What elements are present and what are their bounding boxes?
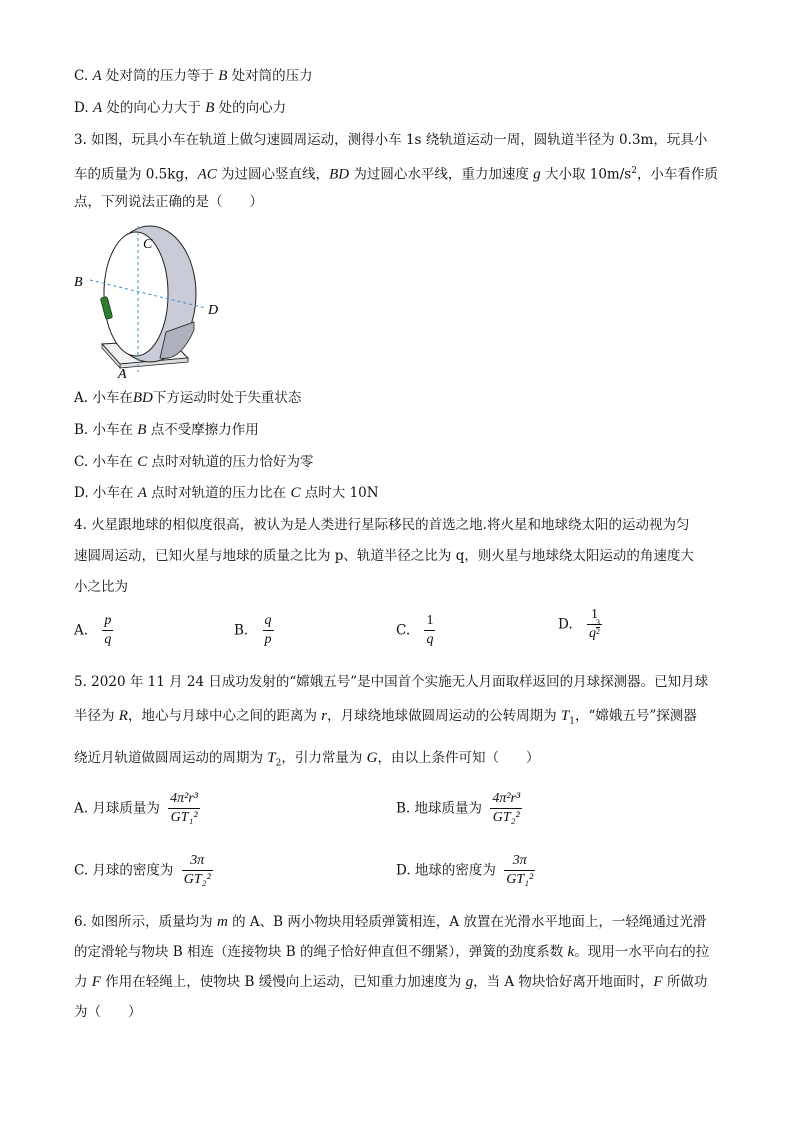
q5-option-c: C. 月球的密度为 $\frac{3\pi}{\text{GT₂²}}$ [74,853,211,887]
q3-stem-line2: 车的质量为 0.5kg，AC 为过圆心竖直线，BD 为过圆心水平线，重力加速度 g 大小取 $10m/s^2$，小车看作质 [74,166,718,183]
q3-option-a: A. 小车在BD下方运动时处于失重状态 [74,390,302,406]
q5-stem-line2: 半径为 R，地心与月球中心之间的距离为 r，月球绕地球做圆周运动的公转周期为 $T_1$，“嫦娥五号”探测器 [74,708,697,727]
prev-option-c: C. A 处对筒的压力等于 B 处对筒的压力 [74,68,313,84]
q3-stem-line3: 点，下列说法正确的是（ ） [74,194,263,210]
label-d: D [208,303,219,318]
q6-stem-line1: 6. 如图所示，质量均为 m 的 A、B 两小物块用轻质弹簧相连，A 放置在光滑水平地面上，一轻绳通过光滑 [74,914,707,930]
q4-option-d: D. 1 q $\frac{3}{2}$ [558,607,600,641]
q5-stem-line3: 绕近月轨道做圆周运动的周期为 $T_2$，引力常量为 G，由以上条件可知（ ） [74,750,540,769]
q3-option-c: C. 小车在 C 点时对轨道的压力恰好为零 [74,454,314,470]
q4-option-b: B. $\frac{q}{p}$ [234,613,272,647]
q3-stem-line1: 3. 如图，玩具小车在轨道上做匀速圆周运动，测得小车 1s 绕轨道运动一周，圆轨道半径为 0.3m，玩具小 [74,132,708,148]
label-b: B [74,275,83,290]
q5-option-b: B. 地球质量为 $\frac{\text{4π²r³}}{\text{GT₂²}}$ [396,791,521,825]
label-a: A [118,367,127,382]
q4-stem-line2: 速圆周运动，已知火星与地球的质量之比为 p、轨道半径之比为 q，则火星与地球绕太阳运动的角速度大 [74,548,694,564]
q3-option-b: B. 小车在 B 点不受摩擦力作用 [74,422,259,438]
prev-option-d: D. A 处的向心力大于 B 处的向心力 [74,100,287,116]
q5-stem-line1: 5. 2020 年 11 月 24 日成功发射的“嫦娥五号”是中国首个实施无人月面取样返回的月球探测器。已知月球 [74,674,709,690]
q5-option-d: D. 地球的密度为 $\frac{3\pi}{\text{GT₁²}}$ [396,853,534,887]
q6-stem-line4: 为（ ） [74,1004,142,1020]
q6-stem-line3: 力 F 作用在轻绳上，使物块 B 缓慢向上运动，已知重力加速度为 g，当 A 物块恰好离开地面时，F 所做功 [74,974,708,990]
q4-option-c: C. $\frac{1}{q}$ [396,613,434,647]
q6-stem-line2: 的定滑轮与物块 B 相连（连接物块 B 的绳子恰好伸直但不绷紧），弹簧的劲度系数 k。现用一水平向右的拉 [74,944,710,960]
q4-option-a: A. $\frac{p}{q}$ [74,613,112,647]
q4-stem-line3: 小之比为 [74,579,128,595]
q4-stem-line1: 4. 火星跟地球的相似度很高，被认为是人类进行星际移民的首选之地.将火星和地球绕太阳的运动视为匀 [74,517,690,533]
q5-option-a: A. 月球质量为 $\frac{\text{4π²r³}}{\text{GT₁²}}$ [74,791,198,825]
q3-option-d: D. 小车在 A 点时对轨道的压力比在 C 点时大 10N [74,485,379,501]
q3-loop-track-figure [70,222,230,382]
label-c: C [143,237,153,252]
